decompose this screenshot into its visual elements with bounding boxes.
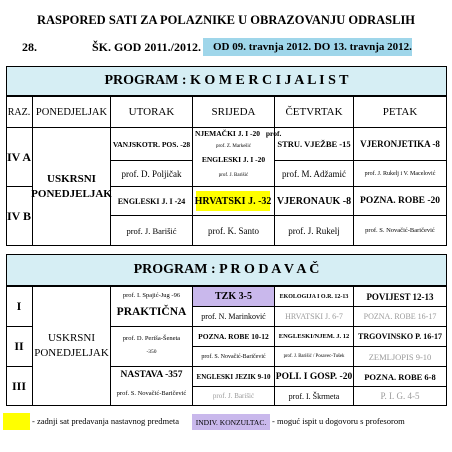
p2-cetvrtak-r1a: EKOLOGIJA I O.R. 12-13 [279,293,349,300]
iva-utorak-teacher: prof. D. Poljičak [121,168,182,179]
p2-petak-r3b: P. I. G. 4-5 [380,391,420,401]
iva-srijeda-subject-2: ENGLESKI J. I -20 [201,155,266,164]
p2-utorak-r3a: NASTAVA -357 [120,370,183,380]
p2-petak-r2b: ZEMLJOPIS 9-10 [368,351,432,362]
iva-utorak-subject: VANJSKOTR. POS. -28 [112,139,191,149]
p2-cetvrtak-r1b: HRVATSKI J. 6-7 [285,312,343,321]
p2-cetvrtak-r3b: prof. I. Škrmeta [288,391,340,401]
p2-srijeda-r1b: prof. N. Marinković [201,312,266,321]
col-header-raz: RAZ. [7,106,31,118]
col-header-petak: PETAK [382,106,418,118]
p2-srijeda-r2b: prof. S. Novačić-Baričević [201,353,266,360]
ivb-cetvrtak-subject: VJERONAUK -8 [276,195,352,207]
p2-srijeda-r3a: ENGLESKI JEZIK 9-10 [196,372,271,381]
p2-srijeda-r1a-consult: TZK 3-5 [193,287,274,306]
ivb-petak-teacher: prof. S. Novačić-Baričević [365,227,435,234]
school-year: ŠK. GOD 2011./2012. [92,40,202,54]
holiday-ponedjeljak: USKRSNI PONEDJELJAK [31,172,112,200]
program-title-text: PROGRAM : K O M E R C I J A L I S T [104,73,349,88]
class-label-iii: III [11,379,26,393]
ivb-utorak-teacher: prof. J. Barišić [126,225,177,236]
p2-utorak-r1a: prof. I. Spajić-Jug -96 [122,292,181,299]
ivb-utorak-subject: ENGLESKI J. I -24 [117,196,186,206]
iva-srijeda-subject-1: NJEMAČKI J. I -20 prof. [195,129,282,138]
iva-petak-subject: VJERONJETIKA -8 [360,139,440,149]
ivb-srijeda-teacher: prof. K. Santo [208,225,259,236]
col-header-ponedjeljak: PONEDJELJAK [35,106,108,118]
legend-consult-text: - moguć ispit u dogovoru s profesorom [272,416,405,426]
ivb-petak-subject: POZNA. ROBE -20 [360,196,440,206]
p2-petak-r3a: POZNA. ROBE 6-8 [364,371,436,382]
col-header-cetvrtak: ČETVRTAK [285,106,343,118]
page-title: RASPORED SATI ZA POLAZNIKE U OBRAZOVANJU ODRASLIH [36,13,416,27]
p2-srijeda-r3b: prof. J. Barišić [212,392,255,400]
class-label-ii: II [14,339,24,353]
p2-srijeda-r2a: POZNA. ROBE 10-12 [198,332,269,341]
legend-yellow-swatch [3,413,30,430]
p2-cetvrtak-r3a: POLI. I GOSP. -20 [275,371,353,382]
iva-petak-teacher: prof. J. Rukelj i V. Macelović [364,170,436,177]
p2-utorak-r3b: prof. S. Novačić-Baričević [116,390,187,397]
p2-utorak-r2a: prof. D. Periša-Šeneta [122,335,181,342]
iva-cetvrtak-teacher: prof. M. Adžamić [282,168,346,179]
program-komercijalist-title [6,66,447,96]
program-title-text: PROGRAM : P R O D A V A Č [133,262,320,277]
class-label-i: I [16,299,22,313]
program-prodavac-title [6,254,447,286]
legend-consult-badge: INDIV. KONZULTAC. [192,414,270,430]
p2-utorak-r1b: PRAKTIČNA [116,306,187,318]
iva-srijeda-teacher-2: prof. J. Barišić [218,173,249,178]
iva-srijeda-teacher-1: prof. Z. Markešić [216,144,251,149]
col-header-srijeda: SRIJEDA [211,106,256,118]
holiday-ponedjeljak-2: USKRSNI PONEDJELJAK [34,332,109,359]
week-number: 28. [22,40,37,54]
p2-utorak-r2b: -350 [146,349,157,355]
p2-cetvrtak-r2a: ENGLESKI/NJEM. J. 12 [278,333,350,340]
legend-yellow-text: - zadnji sat predavanja nastavnog predmeta [32,416,180,426]
col-header-utorak: UTORAK [128,106,175,118]
p2-cetvrtak-r2b: prof. J. Barišić / Posavec-Tušek [283,354,345,359]
class-label-ivb: IV B [6,208,32,223]
class-label-iva: IV A [6,149,32,164]
date-range: OD 09. travnja 2012. DO 13. travnja 2012. [203,38,412,56]
iva-cetvrtak-subject: STRU. VJEŽBE -15 [277,139,351,149]
p2-petak-r1a: POVIJEST 12-13 [366,291,434,302]
p2-petak-r2a: TRGOVINSKO P. 16-17 [358,332,442,341]
ivb-cetvrtak-teacher: prof. J. Rukelj [288,225,340,236]
p2-petak-r1b: POZNA. ROBE 16-17 [363,312,437,321]
ivb-srijeda-subject-highlight: HRVATSKI J. -32 [196,191,270,211]
